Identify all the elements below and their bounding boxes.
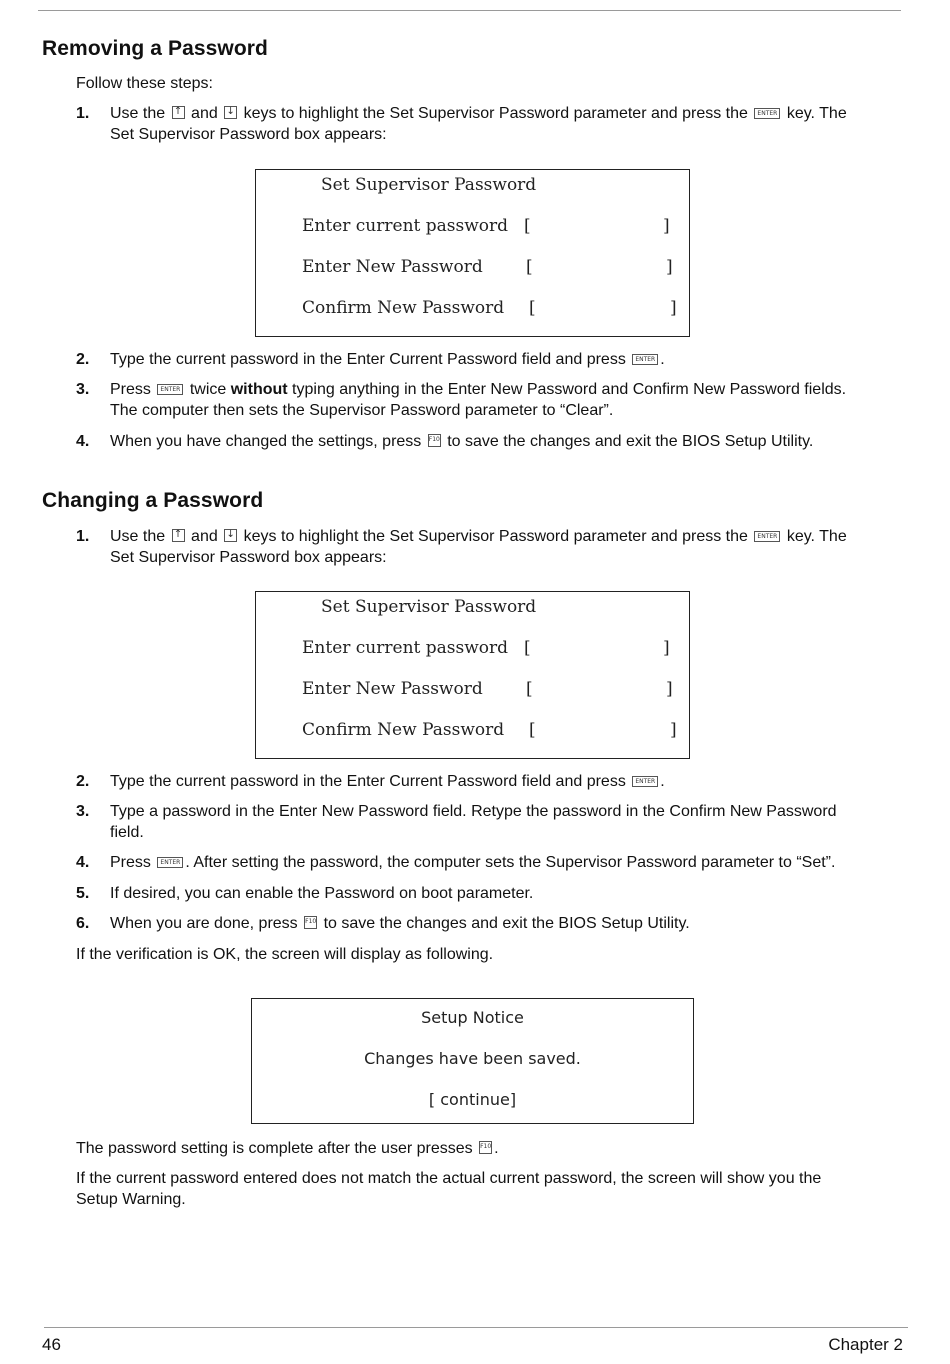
bios-row-label: Confirm New Password — [302, 720, 505, 740]
change-step-4: 4. Press ENTER . After setting the password, the computer sets the Supervisor Password parameter to “Set”. — [76, 854, 836, 871]
notice-continue-button[interactable]: [ continue] — [428, 1090, 517, 1109]
bios-box-title: Set Supervisor Password — [321, 597, 537, 617]
change-step-1: 1. Use the ↑ and ↓ keys to highlight the Set Supervisor Password parameter and press the ENTER key. The Set Supervisor Password box appears: — [76, 528, 847, 566]
verification-text: If the verification is OK, the screen will display as following. — [76, 946, 494, 963]
bios-row-label: Enter New Password — [302, 679, 483, 699]
bottom-rule — [44, 1327, 908, 1328]
complete-text: The password setting is complete after the user presses F10 . — [76, 1140, 499, 1157]
setup-notice-box — [251, 998, 694, 1124]
set-supervisor-password-box — [255, 591, 690, 759]
f10-key-icon: F10 — [479, 1141, 492, 1154]
change-step-5: 5. If desired, you can enable the Password on boot parameter. — [76, 885, 534, 902]
remove-step-1: 1. Use the ↑ and ↓ keys to highlight the Set Supervisor Password parameter and press the ENTER key. The Set Supervisor Password box appears: — [76, 105, 847, 143]
notice-title: Setup Notice — [421, 1008, 524, 1027]
bios-bracket-open: [ — [524, 638, 531, 658]
remove-step-2: 2. Type the current password in the Enter Current Password field and press ENTER . — [76, 351, 665, 368]
mismatch-text: If the current password entered does not match the actual current password, the screen will show you the Setup Warning. — [76, 1170, 822, 1208]
top-rule — [38, 10, 901, 11]
heading-changing-password: Changing a Password — [42, 489, 264, 512]
remove-step-4: 4. When you have changed the settings, press F10 to save the changes and exit the BIOS Setup Utility. — [76, 433, 814, 450]
bios-bracket-close: ] — [663, 216, 670, 236]
up-arrow-key-icon: ↑ — [172, 529, 185, 542]
bios-bracket-open: [ — [524, 216, 531, 236]
enter-key-icon: ENTER — [157, 384, 183, 395]
heading-removing-password: Removing a Password — [42, 37, 268, 60]
bios-row-label: Enter current password — [302, 216, 509, 236]
bios-bracket-open: [ — [529, 720, 536, 740]
bios-bracket-open: [ — [529, 298, 536, 318]
intro-text: Follow these steps: — [76, 75, 213, 92]
bios-box-title: Set Supervisor Password — [321, 175, 537, 195]
notice-message: Changes have been saved. — [364, 1049, 581, 1068]
enter-key-icon: ENTER — [754, 108, 780, 119]
page-number: 46 — [42, 1335, 61, 1354]
enter-key-icon: ENTER — [632, 776, 658, 787]
change-step-3: 3. Type a password in the Enter New Password field. Retype the password in the Confirm New Password field. — [76, 803, 837, 841]
f10-key-icon: F10 — [428, 434, 441, 447]
down-arrow-key-icon: ↓ — [224, 529, 237, 542]
enter-key-icon: ENTER — [632, 354, 658, 365]
bios-bracket-close: ] — [670, 298, 677, 318]
up-arrow-key-icon: ↑ — [172, 106, 185, 119]
bios-row-label: Enter current password — [302, 638, 509, 658]
bios-bracket-close: ] — [663, 638, 670, 658]
set-supervisor-password-box — [255, 169, 690, 337]
down-arrow-key-icon: ↓ — [224, 106, 237, 119]
bios-bracket-open: [ — [526, 257, 533, 277]
bios-row-label: Enter New Password — [302, 257, 483, 277]
bios-bracket-close: ] — [670, 720, 677, 740]
f10-key-icon: F10 — [304, 916, 317, 929]
bios-bracket-close: ] — [666, 257, 673, 277]
enter-key-icon: ENTER — [157, 857, 183, 868]
chapter-label: Chapter 2 — [828, 1335, 903, 1354]
change-step-6: 6. When you are done, press F10 to save the changes and exit the BIOS Setup Utility. — [76, 915, 690, 932]
bios-bracket-close: ] — [666, 679, 673, 699]
bios-bracket-open: [ — [526, 679, 533, 699]
bios-row-label: Confirm New Password — [302, 298, 505, 318]
enter-key-icon: ENTER — [754, 531, 780, 542]
change-step-2: 2. Type the current password in the Enter Current Password field and press ENTER . — [76, 773, 665, 790]
remove-step-3: 3. Press ENTER twice without typing anything in the Enter New Password and Confirm New Password fields. The computer then sets the Supervisor Password parameter to “Clear”. — [76, 381, 847, 419]
